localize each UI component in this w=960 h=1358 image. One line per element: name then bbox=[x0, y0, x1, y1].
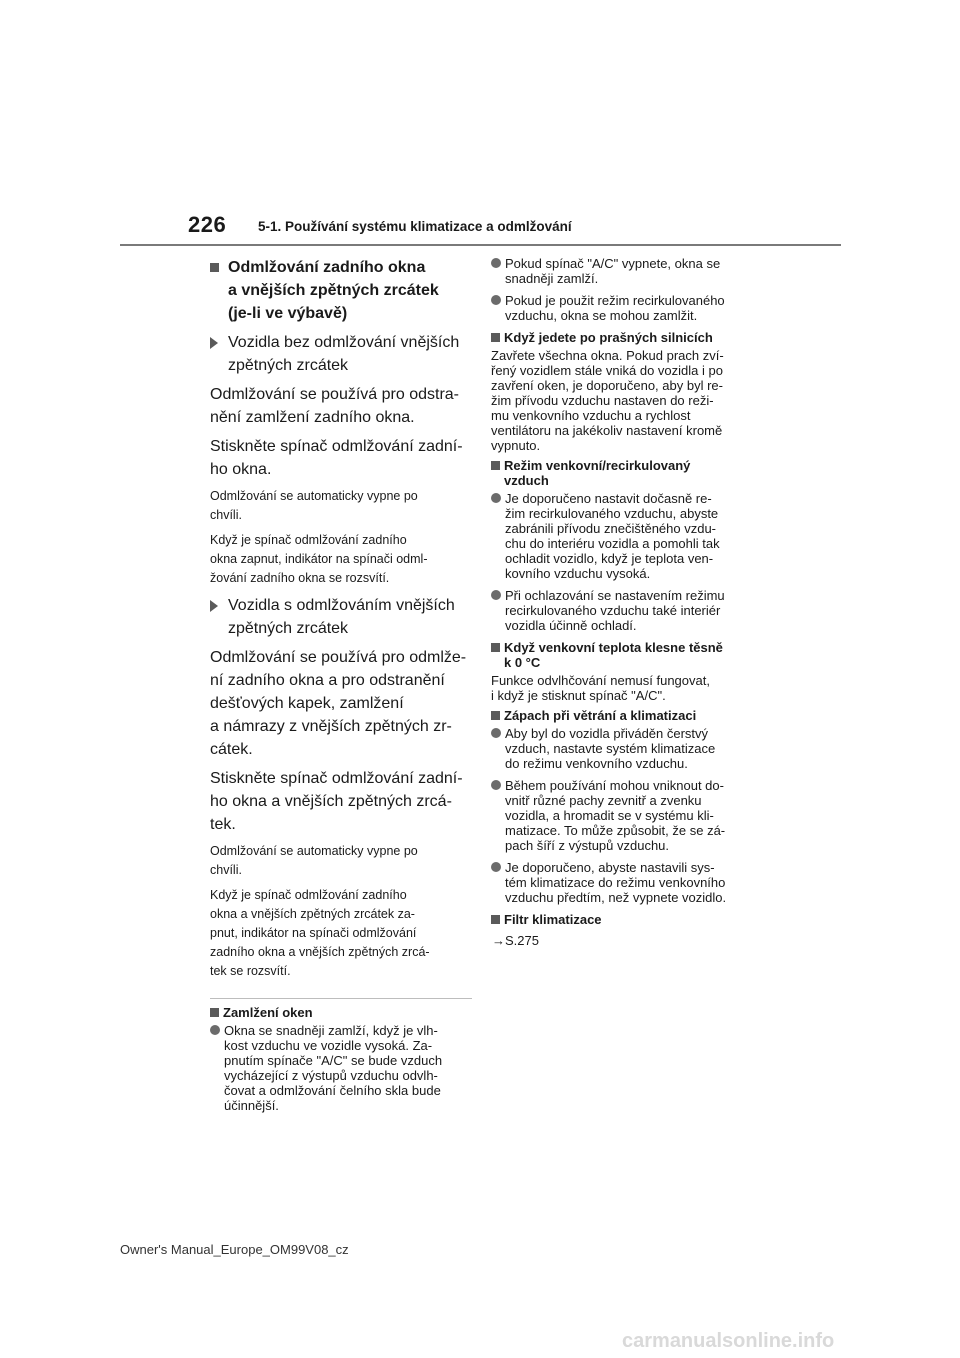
paragraph: Funkce odvlhčování nemusí fungovat, i když je stisknut spínač "A/C". bbox=[491, 673, 710, 703]
header-divider bbox=[120, 244, 841, 246]
paragraph: Odmlžování se používá pro odmlže- ní zadního okna a pro odstranění dešťových kapek, zamlžení a námrazy z vnějších zpětných zr- cátek. bbox=[210, 649, 467, 758]
circle-bullet-icon bbox=[491, 493, 501, 503]
heading-low-temperature: Když venkovní teplota klesne těsně k 0 °C bbox=[491, 640, 753, 670]
footer-manual-id: Owner's Manual_Europe_OM99V08_cz bbox=[120, 1242, 349, 1257]
square-bullet-icon bbox=[210, 263, 219, 272]
bullet-item: Pokud je použit režim recirkulovaného vzduchu, okna se mohou zamlžit. bbox=[491, 293, 753, 323]
right-column bbox=[491, 256, 753, 948]
subheading-without-mirrors: Vozidla bez odmlžování vnějších zpětných zrcátek bbox=[210, 331, 472, 377]
circle-bullet-icon bbox=[210, 1025, 220, 1035]
note-text: Odmlžování se automaticky vypne po chvíli. bbox=[210, 489, 418, 522]
circle-bullet-icon bbox=[491, 728, 501, 738]
bullet-item: Okna se snadněji zamlží, když je vlh- kost vzduchu ve vozidle vysoká. Za- pnutím spínače "A/C" se bude vzduch vycházející z výstupů vzduchu odvlh- čovat a odmlžování čelního skla bude účinnější. bbox=[210, 1023, 472, 1113]
paragraph: Stiskněte spínač odmlžování zadní- ho okna a vnějších zpětných zrcá- tek. bbox=[210, 770, 463, 833]
note-text: Odmlžování se automaticky vypne po chvíli. bbox=[210, 844, 418, 877]
note-text: Když je spínač odmlžování zadního okna a vnějších zpětných zrcátek za- pnut, indikátor na spínači odmlžování zadního okna a vnějších zpětných zrcá- tek se rozsvítí. bbox=[210, 888, 430, 978]
circle-bullet-icon bbox=[491, 295, 501, 305]
square-bullet-icon bbox=[210, 1008, 219, 1017]
heading-odor: Zápach při větrání a klimatizaci bbox=[491, 708, 753, 723]
circle-bullet-icon bbox=[491, 590, 501, 600]
square-bullet-icon bbox=[491, 915, 500, 924]
note-text: Když je spínač odmlžování zadního okna zapnut, indikátor na spínači odml- žování zadního okna se rozsvítí. bbox=[210, 533, 428, 585]
bullet-item: Pokud spínač "A/C" vypnete, okna se snadněji zamlží. bbox=[491, 256, 753, 286]
square-bullet-icon bbox=[491, 643, 500, 652]
square-bullet-icon bbox=[491, 711, 500, 720]
circle-bullet-icon bbox=[491, 258, 501, 268]
bullet-item: Aby byl do vozidla přiváděn čerstvý vzduch, nastavte systém klimatizace do režimu venkovního vzduchu. bbox=[491, 726, 753, 771]
square-bullet-icon bbox=[491, 461, 500, 470]
paragraph: Stiskněte spínač odmlžování zadní- ho okna. bbox=[210, 438, 463, 478]
page-reference-link[interactable]: →S.275 bbox=[492, 933, 539, 948]
bullet-item: Při ochlazování se nastavením režimu recirkulovaného vzduchu také interiér vozidla účinně ochladí. bbox=[491, 588, 753, 633]
square-bullet-icon bbox=[491, 333, 500, 342]
bullet-item: Je doporučeno, abyste nastavili sys- tém klimatizace do režimu venkovního vzduchu předtím, než vypnete vozidlo. bbox=[491, 860, 753, 905]
subheading-with-mirrors: Vozidla s odmlžováním vnějších zpětných zrcátek bbox=[210, 594, 472, 640]
page-number: 226 bbox=[188, 212, 227, 237]
heading-ac-filter: Filtr klimatizace bbox=[491, 912, 753, 927]
circle-bullet-icon bbox=[491, 862, 501, 872]
heading-dusty-roads: Když jedete po prašných silnicích bbox=[491, 330, 753, 345]
paragraph: Odmlžování se používá pro odstra- nění zamlžení zadního okna. bbox=[210, 386, 460, 426]
paragraph: Zavřete všechna okna. Pokud prach zví- řený vozidlem stále vniká do vozidla i po zavření oken, je doporučeno, aby byl re- žim přívodu vzduchu nastaven do reži- mu venkovního vzduchu a rychlost ventilátoru na jakékoliv nastavení kromě vypnuto. bbox=[491, 348, 724, 453]
left-column bbox=[210, 256, 472, 1120]
heading-air-mode: Režim venkovní/recirkulovaný vzduch bbox=[491, 458, 753, 488]
triangle-bullet-icon bbox=[210, 600, 218, 612]
circle-bullet-icon bbox=[491, 780, 501, 790]
bullet-item: Během používání mohou vniknout do- vnitř různé pachy zevnitř a zvenku vozidla, a hromadit se v systému kli- matizace. To může způsobit, že se zá- pach šíří z výstupů vzduchu. bbox=[491, 778, 753, 853]
watermark: carmanualsonline.info bbox=[622, 1330, 835, 1352]
triangle-bullet-icon bbox=[210, 337, 218, 349]
heading-rear-defogger bbox=[210, 256, 472, 325]
notes-divider bbox=[210, 998, 472, 999]
heading-window-fogging: Zamlžení oken bbox=[210, 1005, 472, 1020]
heading-text: Odmlžování zadního okna a vnějších zpětných zrcátek (je-li ve výbavě) bbox=[228, 259, 439, 322]
bullet-item: Je doporučeno nastavit dočasně re- žim recirkulovaného vzduchu, abyste zabránili přívodu znečištěného vzdu- chu do interiéru vozidla a pomohli tak ochladit vozidlo, když je teplota ven- kovního vzduchu vysoká. bbox=[491, 491, 753, 581]
section-title: 5-1. Používání systému klimatizace a odmlžování bbox=[258, 219, 572, 234]
